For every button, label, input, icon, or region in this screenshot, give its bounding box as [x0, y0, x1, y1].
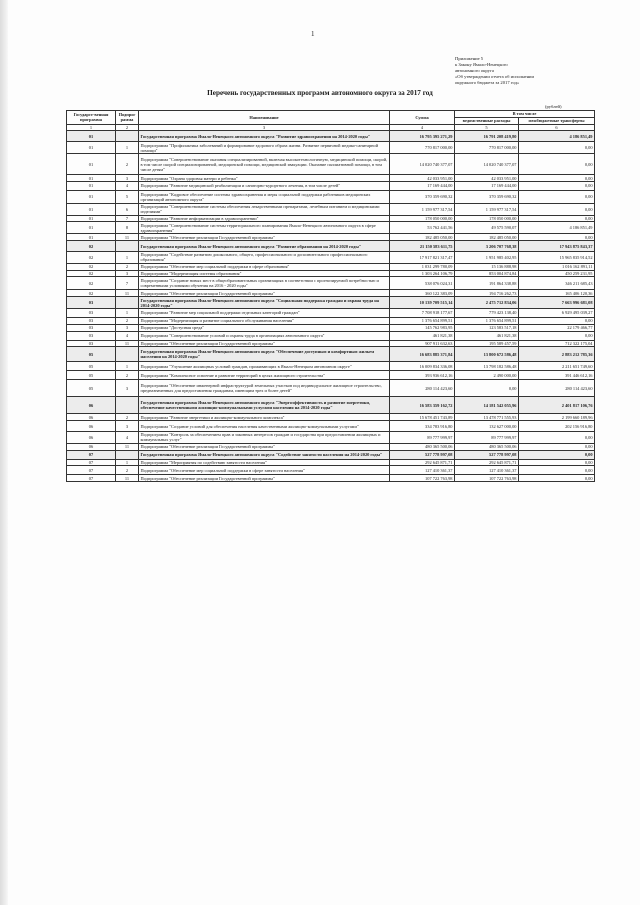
- header-dept: ведомственные расходы: [455, 117, 519, 124]
- cell-program-code: 01: [67, 142, 116, 154]
- cell-subprogram-code: 1: [116, 308, 139, 317]
- cell-name: Подпрограмма "Обеспечение реализации Государственной программы": [139, 234, 390, 241]
- cell-transfers: 346 211 685,43: [519, 277, 595, 290]
- cell-departmental: 3 206 707 768,38: [455, 241, 519, 252]
- cell-subprogram-code: [116, 347, 139, 362]
- cell-sum: 16 795 395 271,29: [390, 131, 455, 142]
- cell-sum: 53 762 441,56: [390, 222, 455, 234]
- program-row: [67, 347, 595, 362]
- cell-name: Подпрограмма "Обеспечение мер социальной поддержки в сфере образования": [139, 263, 390, 270]
- cell-sum: 15 678 451 743,89: [390, 414, 455, 421]
- cell-sum: 10 139 709 515,14: [390, 297, 455, 309]
- cell-departmental: 195 589 457,59: [455, 340, 519, 347]
- cell-subprogram-code: 1: [116, 142, 139, 154]
- subprogram-row: [67, 263, 595, 270]
- document-title: Перечень государственных программ автономного округа за 2017 год: [207, 89, 433, 97]
- cell-program-code: 01: [67, 181, 116, 190]
- cell-program-code: 05: [67, 371, 116, 380]
- header-gp: Государст-венная программа: [67, 111, 116, 125]
- cell-name: Подпрограмма "Модернизация и развитие социального обслуживания населения": [139, 317, 390, 324]
- cell-sum: 16 583 359 162,72: [390, 397, 455, 414]
- subprogram-row: [67, 371, 595, 380]
- program-row: [67, 131, 595, 142]
- cell-subprogram-code: 3: [116, 324, 139, 331]
- cell-name: Подпрограмма "Профилактика заболеваний и формирование здорового образа жизни. Развитие первичной медико-санитарной помощи": [139, 142, 390, 154]
- cell-name: Подпрограмма "Обеспечение реализации Государственной программы": [139, 340, 390, 347]
- cell-program-code: 06: [67, 414, 116, 421]
- cell-program-code: 07: [67, 475, 116, 482]
- cell-program-code: 03: [67, 297, 116, 309]
- header-incl: В том числе: [455, 111, 595, 118]
- cell-departmental: 123 583 517,18: [455, 324, 519, 331]
- cell-sum: 360 122 383,09: [390, 290, 455, 297]
- cell-transfers: 0,00: [519, 443, 595, 450]
- cell-transfers: 391 446 612,16: [519, 371, 595, 380]
- header-name: Наименование: [139, 111, 390, 125]
- cell-departmental: 194 716 262,73: [455, 290, 519, 297]
- subprogram-row: [67, 252, 595, 264]
- cell-program-code: 03: [67, 340, 116, 347]
- cell-sum: 280 114 423,60: [390, 380, 455, 397]
- subprogram-row: [67, 340, 595, 347]
- cell-transfers: 0,00: [519, 432, 595, 444]
- cell-departmental: 292 645 871,71: [455, 459, 519, 466]
- cell-subprogram-code: [116, 241, 139, 252]
- cell-name: Подпрограмма "Совершенствование системы обеспечения лекарственными препаратами, лечебным питанием и медицинскими изделиями": [139, 203, 390, 215]
- cell-sum: 292 645 871,71: [390, 459, 455, 466]
- cell-sum: 7 708 918 177,67: [390, 308, 455, 317]
- cell-departmental: 127 410 361,37: [455, 466, 519, 475]
- cell-transfers: 280 114 423,60: [519, 380, 595, 397]
- cell-subprogram-code: 7: [116, 215, 139, 222]
- cell-transfers: 17 943 875 843,37: [519, 241, 595, 252]
- cell-sum: 16 009 834 336,08: [390, 362, 455, 371]
- cell-departmental: 42 033 951,00: [455, 175, 519, 182]
- cell-name: Подпрограмма "Обеспечение реализации Государственной программы": [139, 443, 390, 450]
- cell-subprogram-code: 1: [116, 459, 139, 466]
- column-number: 4: [390, 124, 455, 131]
- cell-program-code: 02: [67, 263, 116, 270]
- cell-departmental: 1 376 654 899,51: [455, 317, 519, 324]
- subprogram-row: [67, 324, 595, 331]
- table-header-row: [67, 111, 595, 118]
- cell-departmental: 132 627 000,00: [455, 421, 519, 432]
- subprogram-row: [67, 475, 595, 482]
- cell-subprogram-code: 4: [116, 181, 139, 190]
- cell-name: Государственная программа Ямало-Ненецкого автономного округа "Развитие здравоохранения на 2014-2020 годы": [139, 131, 390, 142]
- cell-name: Подпрограмма "Развитие медицинской реабилитации и санаторно-курортного лечения, в том числе детей": [139, 181, 390, 190]
- cell-subprogram-code: 1: [116, 362, 139, 371]
- approval-line: «Об утверждении отчета об исполнении: [455, 74, 534, 79]
- cell-departmental: 2 475 712 834,06: [455, 297, 519, 309]
- cell-name: Подпрограмма "Обеспечение инженерной инфраструктурой земельных участков под индивидуальное жилищное строительство, предназначенных для предоставления гражданам, имеющим трех и более детей": [139, 380, 390, 397]
- cell-transfers: 2 199 660 189,96: [519, 414, 595, 421]
- cell-program-code: 03: [67, 317, 116, 324]
- subprogram-row: [67, 466, 595, 475]
- cell-name: Подпрограмма "Контроль за обеспечением прав и законных интересов граждан и государства при предоставлении жилищных и коммунальных услуг": [139, 432, 390, 444]
- cell-sum: 127 410 361,37: [390, 466, 455, 475]
- cell-subprogram-code: 11: [116, 443, 139, 450]
- cell-transfers: 0,00: [519, 459, 595, 466]
- programs-table: [66, 110, 595, 482]
- cell-name: Подпрограмма "Развитие энергетики и жилищно-коммунального комплекса": [139, 414, 390, 421]
- cell-subprogram-code: 2: [116, 317, 139, 324]
- cell-sum: 182 485 050,00: [390, 234, 455, 241]
- subprogram-row: [67, 181, 595, 190]
- cell-subprogram-code: 4: [116, 432, 139, 444]
- cell-subprogram-code: 11: [116, 234, 139, 241]
- cell-departmental: 13 478 771 555,93: [455, 414, 519, 421]
- cell-name: Подпрограмма "Модернизация системы образования": [139, 270, 390, 277]
- cell-subprogram-code: 2: [116, 154, 139, 175]
- cell-departmental: 1 159 977 317,54: [455, 203, 519, 215]
- cell-departmental: 178 050 000,00: [455, 215, 519, 222]
- cell-transfers: 0,00: [519, 175, 595, 182]
- cell-transfers: 0,00: [519, 475, 595, 482]
- approval-line: Приложение 5: [455, 56, 484, 61]
- cell-sum: 538 076 024,31: [390, 277, 455, 290]
- column-number-row: [67, 124, 595, 131]
- subprogram-row: [67, 175, 595, 182]
- cell-departmental: 13 800 672 586,48: [455, 347, 519, 362]
- cell-departmental: 14 020 740 377,07: [455, 154, 519, 175]
- cell-program-code: 02: [67, 252, 116, 264]
- cell-name: Подпрограмма "Создание новых мест в общеобразовательных организациях в соответствии с прогнозируемой потребностью и современными условиями обучения на 2016 - 2020 годы": [139, 277, 390, 290]
- cell-subprogram-code: [116, 450, 139, 459]
- cell-sum: 393 936 612,16: [390, 371, 455, 380]
- cell-departmental: 0,00: [455, 380, 519, 397]
- program-row: [67, 397, 595, 414]
- cell-sum: 1 376 654 899,51: [390, 317, 455, 324]
- header-inter: межбюджетные трансферты: [519, 117, 595, 124]
- cell-sum: 527 778 997,08: [390, 450, 455, 459]
- cell-program-code: 01: [67, 175, 116, 182]
- cell-transfers: 2 211 651 749,60: [519, 362, 595, 371]
- cell-sum: 178 050 000,00: [390, 215, 455, 222]
- cell-program-code: 02: [67, 270, 116, 277]
- cell-name: Государственная программа Ямало-Ненецкого автономного округа "Социальная поддержка граждан и охрана труда на 2014-2020 годы": [139, 297, 390, 309]
- cell-program-code: 06: [67, 397, 116, 414]
- cell-sum: 461 821,38: [390, 331, 455, 340]
- cell-name: Подпрограмма "Совершенствование условий и охраны труда в организациях автономного округа": [139, 331, 390, 340]
- cell-transfers: 0,00: [519, 154, 595, 175]
- cell-program-code: 01: [67, 234, 116, 241]
- cell-departmental: 13 798 182 586,48: [455, 362, 519, 371]
- subprogram-row: [67, 432, 595, 444]
- approval-line: окружного бюджета за 2017 год»: [455, 80, 520, 85]
- cell-transfers: 1 016 162 891,11: [519, 263, 595, 270]
- subprogram-row: [67, 308, 595, 317]
- program-row: [67, 450, 595, 459]
- cell-name: Подпрограмма "Создание условий для обеспечения населения качественными жилищно-коммунальными услугами": [139, 421, 390, 432]
- cell-departmental: 853 004 874,84: [455, 270, 519, 277]
- cell-subprogram-code: 11: [116, 475, 139, 482]
- subprogram-row: [67, 234, 595, 241]
- cell-transfers: 0,00: [519, 190, 595, 203]
- approval-stamp: [455, 56, 605, 86]
- cell-transfers: 712 322 175,04: [519, 340, 595, 347]
- cell-departmental: 14 181 542 055,96: [455, 397, 519, 414]
- cell-transfers: 4 186 851,49: [519, 131, 595, 142]
- cell-departmental: 527 778 997,08: [455, 450, 519, 459]
- cell-subprogram-code: 2: [116, 263, 139, 270]
- cell-sum: 145 762 983,95: [390, 324, 455, 331]
- cell-subprogram-code: 5: [116, 190, 139, 203]
- cell-transfers: 4 186 851,49: [519, 222, 595, 234]
- cell-subprogram-code: 2: [116, 371, 139, 380]
- cell-name: Государственная программа Ямало-Ненецкого автономного округа "Содействие занятости населения на 2014-2020 годы": [139, 450, 390, 459]
- cell-sum: 334 783 916,80: [390, 421, 455, 432]
- header-sum: Сумма: [390, 111, 455, 125]
- cell-sum: 1 159 977 317,54: [390, 203, 455, 215]
- cell-departmental: 89 777 999,97: [455, 432, 519, 444]
- approval-line: автономного округа: [455, 68, 494, 73]
- column-number: 3: [139, 124, 390, 131]
- cell-transfers: 2 401 817 106,76: [519, 397, 595, 414]
- cell-departmental: 1 951 985 402,95: [455, 252, 519, 264]
- subprogram-row: [67, 154, 595, 175]
- cell-program-code: 07: [67, 466, 116, 475]
- subprogram-row: [67, 459, 595, 466]
- cell-sum: 16 683 885 371,84: [390, 347, 455, 362]
- cell-subprogram-code: 11: [116, 340, 139, 347]
- cell-program-code: 03: [67, 308, 116, 317]
- cell-program-code: 06: [67, 443, 116, 450]
- cell-departmental: 370 359 690,32: [455, 190, 519, 203]
- cell-sum: 770 817 000,00: [390, 142, 455, 154]
- cell-departmental: 49 575 590,07: [455, 222, 519, 234]
- cell-departmental: 2 490 000,00: [455, 371, 519, 380]
- cell-sum: 1 303 264 106,79: [390, 270, 455, 277]
- cell-name: Государственная программа Ямало-Ненецкого автономного округа "Развитие образования на 2014-2020 годы": [139, 241, 390, 252]
- subprogram-row: [67, 290, 595, 297]
- cell-departmental: 182 485 050,00: [455, 234, 519, 241]
- cell-program-code: 05: [67, 380, 116, 397]
- subprogram-row: [67, 380, 595, 397]
- column-number: 1: [67, 124, 116, 131]
- cell-program-code: 01: [67, 203, 116, 215]
- cell-program-code: 05: [67, 347, 116, 362]
- cell-program-code: 02: [67, 290, 116, 297]
- subprogram-row: [67, 421, 595, 432]
- column-number: 5: [455, 124, 519, 131]
- cell-program-code: 05: [67, 362, 116, 371]
- cell-transfers: 7 663 996 681,08: [519, 297, 595, 309]
- cell-program-code: 07: [67, 450, 116, 459]
- table-body: [67, 131, 595, 482]
- cell-sum: 370 359 690,32: [390, 190, 455, 203]
- cell-name: Подпрограмма "Развитие информатизации в здравоохранении": [139, 215, 390, 222]
- cell-transfers: 6 929 495 039,27: [519, 308, 595, 317]
- cell-departmental: 461 821,38: [455, 331, 519, 340]
- cell-subprogram-code: 4: [116, 331, 139, 340]
- cell-name: Подпрограмма "Кадровое обеспечение системы здравоохранения и меры социальной поддержки работников медицинских организаций автономного округа": [139, 190, 390, 203]
- cell-subprogram-code: [116, 397, 139, 414]
- cell-departmental: 107 722 763,98: [455, 475, 519, 482]
- cell-program-code: 01: [67, 215, 116, 222]
- cell-sum: 17 917 821 317,47: [390, 252, 455, 264]
- cell-transfers: 0,00: [519, 466, 595, 475]
- cell-sum: 907 911 632,63: [390, 340, 455, 347]
- units-label: (рублей): [545, 104, 562, 109]
- column-number: 2: [116, 124, 139, 131]
- cell-subprogram-code: 1: [116, 252, 139, 264]
- cell-sum: 21 150 583 611,75: [390, 241, 455, 252]
- subprogram-row: [67, 215, 595, 222]
- cell-subprogram-code: 3: [116, 421, 139, 432]
- cell-sum: 89 777 999,97: [390, 432, 455, 444]
- cell-sum: 17 169 444,00: [390, 181, 455, 190]
- cell-transfers: 0,00: [519, 215, 595, 222]
- cell-transfers: 0,00: [519, 331, 595, 340]
- cell-subprogram-code: [116, 131, 139, 142]
- subprogram-row: [67, 362, 595, 371]
- cell-transfers: 0,00: [519, 181, 595, 190]
- cell-sum: 1 031 299 780,09: [390, 263, 455, 270]
- cell-name: Подпрограмма "Обеспечение мер социальной поддержки в сфере занятости населения": [139, 466, 390, 475]
- cell-transfers: 450 259 231,95: [519, 270, 595, 277]
- subprogram-row: [67, 317, 595, 324]
- cell-name: Подпрограмма "Доступная среда": [139, 324, 390, 331]
- cell-departmental: 17 169 444,00: [455, 181, 519, 190]
- cell-transfers: 0,00: [519, 234, 595, 241]
- cell-subprogram-code: 7: [116, 277, 139, 290]
- cell-program-code: 03: [67, 324, 116, 331]
- cell-name: Подпрограмма "Охрана здоровья матери и ребенка": [139, 175, 390, 182]
- cell-program-code: 03: [67, 331, 116, 340]
- cell-transfers: 2 883 212 785,36: [519, 347, 595, 362]
- subprogram-row: [67, 270, 595, 277]
- cell-name: Подпрограмма "Совершенствование системы территориального планирования Ямало-Ненецкого автономного округа в сфере здравоохранения": [139, 222, 390, 234]
- cell-subprogram-code: 2: [116, 414, 139, 421]
- cell-departmental: 15 136 888,98: [455, 263, 519, 270]
- cell-sum: 42 033 951,00: [390, 175, 455, 182]
- cell-transfers: 202 156 916,80: [519, 421, 595, 432]
- cell-name: Подпрограмма "Совершенствование оказания специализированной, включая высокотехнологичную, медицинской помощи, скорой, в том числе скорой специализированной, медицинской помощи, медицинской эвакуации. Оказание паллиативной помощи, в том числе детям": [139, 154, 390, 175]
- cell-name: Подпрограмма "Содействие развитию дошкольного, общего, профессионального и дополнительного профессионального образования": [139, 252, 390, 264]
- cell-departmental: 770 817 000,00: [455, 142, 519, 154]
- cell-sum: 480 365 500,06: [390, 443, 455, 450]
- cell-program-code: 01: [67, 222, 116, 234]
- subprogram-row: [67, 190, 595, 203]
- cell-program-code: 06: [67, 421, 116, 432]
- cell-transfers: 22 179 466,77: [519, 324, 595, 331]
- header-pp: Подпрог рамма: [116, 111, 139, 125]
- cell-program-code: 01: [67, 154, 116, 175]
- subprogram-row: [67, 222, 595, 234]
- cell-transfers: 165 406 120,36: [519, 290, 595, 297]
- cell-subprogram-code: 3: [116, 270, 139, 277]
- cell-subprogram-code: [116, 297, 139, 309]
- page-number: 1: [311, 30, 315, 38]
- cell-subprogram-code: 11: [116, 290, 139, 297]
- cell-name: Подпрограмма "Развитие мер социальной поддержки отдельных категорий граждан": [139, 308, 390, 317]
- scan-edge: [0, 0, 8, 905]
- cell-program-code: 02: [67, 241, 116, 252]
- cell-name: Подпрограмма "Обеспечение реализации Государственной программы": [139, 290, 390, 297]
- approval-line: к Закону Ямало-Ненецкого: [455, 62, 508, 67]
- cell-name: Подпрограмма "Мероприятия по содействию занятости населения": [139, 459, 390, 466]
- cell-program-code: 02: [67, 277, 116, 290]
- cell-transfers: 0,00: [519, 317, 595, 324]
- cell-program-code: 01: [67, 190, 116, 203]
- cell-departmental: 480 365 500,06: [455, 443, 519, 450]
- cell-transfers: 15 965 835 914,52: [519, 252, 595, 264]
- program-row: [67, 297, 595, 309]
- cell-name: Подпрограмма "Комплексное освоение и развитие территорий в целях жилищного строительства": [139, 371, 390, 380]
- subprogram-row: [67, 203, 595, 215]
- cell-departmental: 16 791 208 419,80: [455, 131, 519, 142]
- subprogram-row: [67, 277, 595, 290]
- cell-subprogram-code: 6: [116, 203, 139, 215]
- cell-transfers: 0,00: [519, 450, 595, 459]
- cell-sum: 14 020 740 377,07: [390, 154, 455, 175]
- cell-sum: 107 722 763,98: [390, 475, 455, 482]
- cell-subprogram-code: 3: [116, 380, 139, 397]
- cell-name: Государственная программа Ямало-Ненецкого автономного округа "Обеспечение доступным и комфортным жильем населения на 2014-2020 годы": [139, 347, 390, 362]
- cell-subprogram-code: 2: [116, 466, 139, 475]
- subprogram-row: [67, 443, 595, 450]
- cell-transfers: 0,00: [519, 203, 595, 215]
- cell-transfers: 0,00: [519, 142, 595, 154]
- subprogram-row: [67, 414, 595, 421]
- cell-departmental: 779 423 138,40: [455, 308, 519, 317]
- cell-subprogram-code: 3: [116, 175, 139, 182]
- subprogram-row: [67, 142, 595, 154]
- cell-program-code: 07: [67, 459, 116, 466]
- cell-name: Государственная программа Ямало-Ненецкого автономного округа "Энергоэффективность и развитие энергетики, обеспечение качественными жилищно-коммунальными услугами населения на 2014-2020 годы": [139, 397, 390, 414]
- cell-departmental: 191 864 338,88: [455, 277, 519, 290]
- program-row: [67, 241, 595, 252]
- cell-program-code: 01: [67, 131, 116, 142]
- cell-name: Подпрограмма "Улучшение жилищных условий граждан, проживающих в Ямало-Ненецком автономном округе": [139, 362, 390, 371]
- subprogram-row: [67, 331, 595, 340]
- cell-program-code: 06: [67, 432, 116, 444]
- cell-name: Подпрограмма "Обеспечение реализации Государственной программы": [139, 475, 390, 482]
- column-number: 6: [519, 124, 595, 131]
- cell-subprogram-code: 8: [116, 222, 139, 234]
